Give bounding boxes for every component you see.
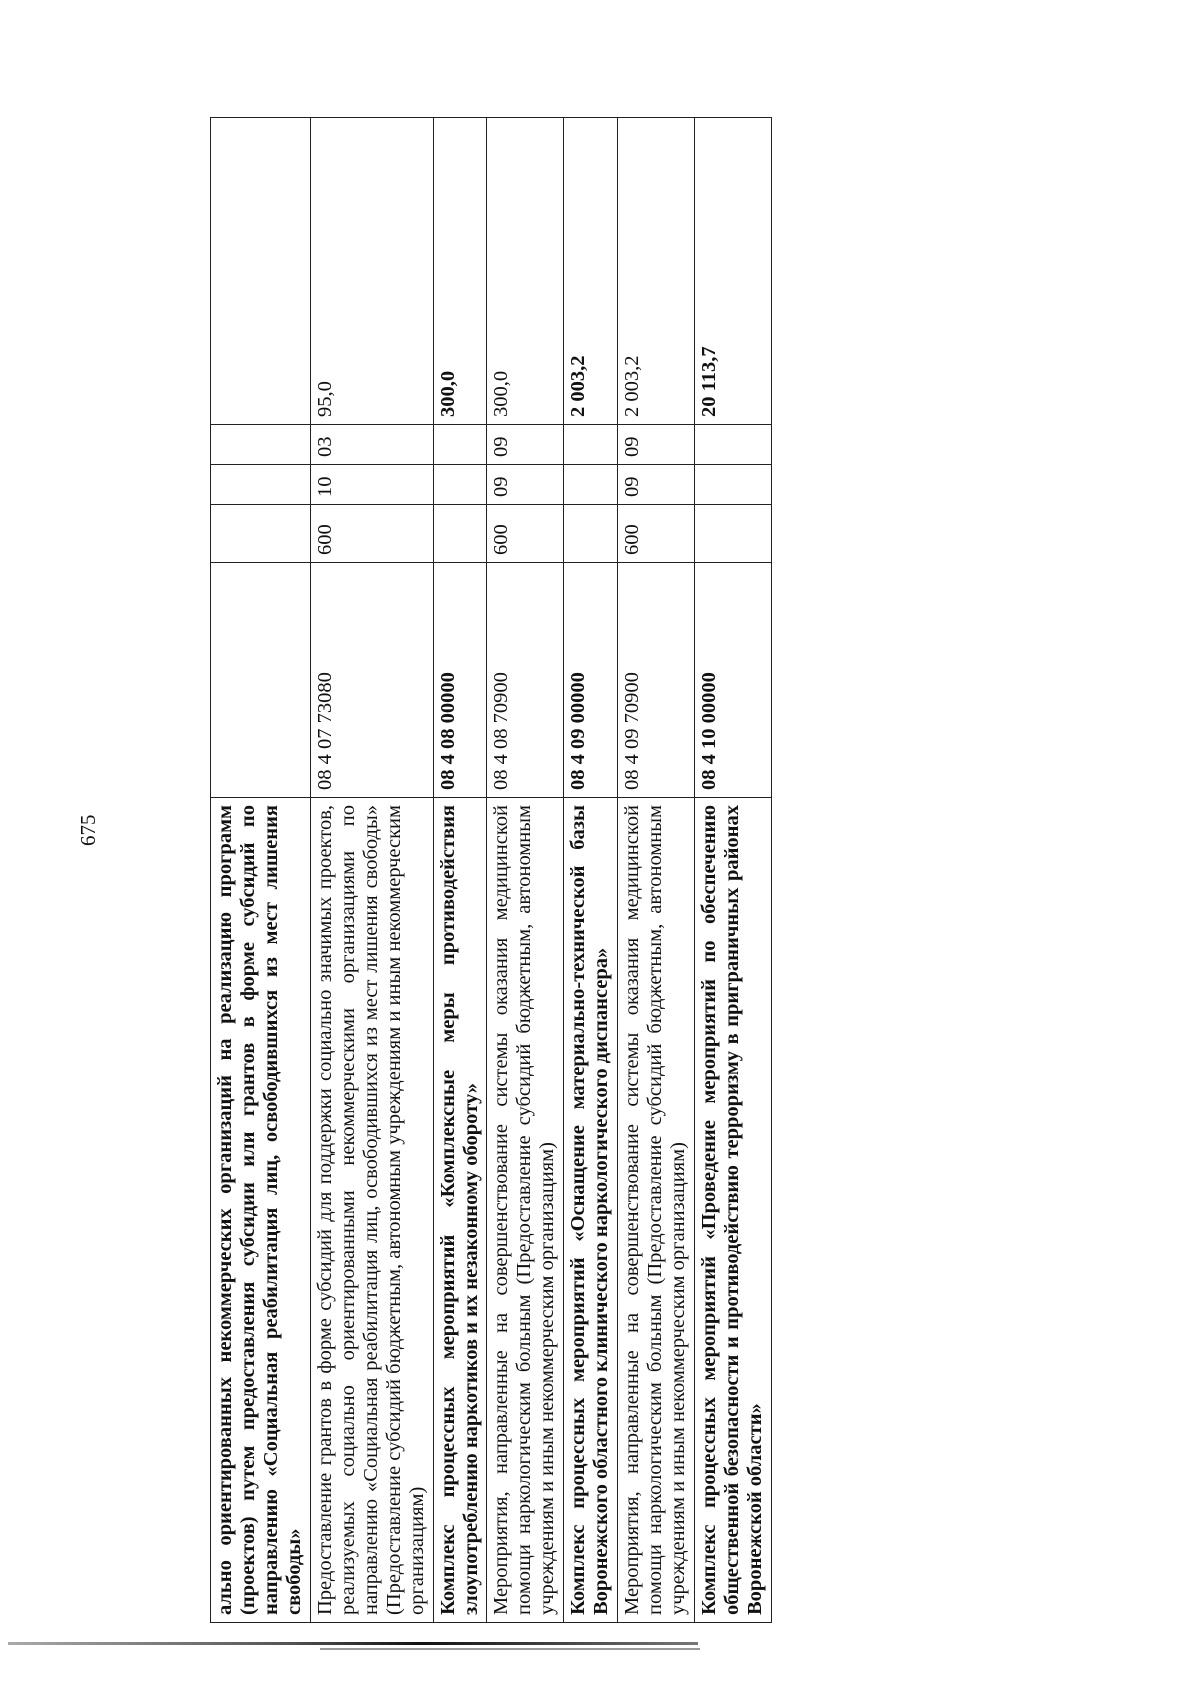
- row-amount: 20 113,7: [695, 118, 772, 425]
- row-section: [695, 465, 772, 505]
- row-group: 600: [310, 505, 433, 563]
- row-name: Предоставление грантов в форме субсидий для поддержки социально значимых проектов, реализуемых социально ориентированными некоммерческими организациями по направлению «Социальная реабилитация лиц, освободившихся из мест лишения свободы» (Предоставление субсидий бюджетным, автономным учреждениям и иным некоммерческим организациям): [310, 798, 433, 1623]
- row-amount: 300,0: [487, 118, 564, 425]
- table-row: [487, 118, 564, 1623]
- footer-scan-edge: [8, 1642, 698, 1645]
- row-subsection: [695, 425, 772, 465]
- row-amount: 300,0: [433, 118, 487, 425]
- row-section: [564, 465, 618, 505]
- row-section: [211, 465, 311, 505]
- table-row: [211, 118, 311, 1623]
- row-amount: 2 003,2: [564, 118, 618, 425]
- row-name: Комплекс процессных мероприятий «Проведение мероприятий по обеспечению общественной безопасности и противодействию терроризму в приграничных районах Воронежской области»: [695, 798, 772, 1623]
- row-name: Мероприятия, направленные на совершенствование системы оказания медицинской помощи наркологическим больным (Предоставление субсидий бюджетным, автономным учреждениям и иным некоммерческим организациям): [487, 798, 564, 1623]
- row-code: 08 4 09 70900: [618, 563, 695, 798]
- row-group: [211, 505, 311, 563]
- table-row: [564, 118, 618, 1623]
- row-code: 08 4 08 70900: [487, 563, 564, 798]
- row-group: [695, 505, 772, 563]
- row-subsection: 09: [487, 425, 564, 465]
- row-subsection: [564, 425, 618, 465]
- row-group: 600: [487, 505, 564, 563]
- row-subsection: 09: [618, 425, 695, 465]
- row-code: 08 4 07 73080: [310, 563, 433, 798]
- footer-scan-edge-secondary: [320, 1648, 700, 1650]
- row-section: 09: [487, 465, 564, 505]
- row-amount: 95,0: [310, 118, 433, 425]
- table-row: [310, 118, 433, 1623]
- row-amount: 2 003,2: [618, 118, 695, 425]
- table-row: [433, 118, 487, 1623]
- row-name: Комплекс процессных мероприятий «Оснащение материально-технической базы Воронежского областного клинического наркологического диспансера»: [564, 798, 618, 1623]
- row-group: [433, 505, 487, 563]
- row-group: [564, 505, 618, 563]
- row-name: Мероприятия, направленные на совершенствование системы оказания медицинской помощи наркологическим больным (Предоставление субсидий бюджетным, автономным учреждениям и иным некоммерческим организациям): [618, 798, 695, 1623]
- row-subsection: [433, 425, 487, 465]
- table-row: [618, 118, 695, 1623]
- row-subsection: 03: [310, 425, 433, 465]
- row-name: Комплекс процессных мероприятий «Комплексные меры противодействия злоупотреблению наркотиков и их незаконному обороту»: [433, 798, 487, 1623]
- row-code: 08 4 09 00000: [564, 563, 618, 798]
- page-number: 675: [76, 814, 100, 846]
- row-code: 08 4 08 00000: [433, 563, 487, 798]
- row-section: 10: [310, 465, 433, 505]
- rotated-table-container: [210, 118, 1030, 1623]
- table-row: [695, 118, 772, 1623]
- row-name: ально ориентированных некоммерческих организаций на реализацию программ (проектов) путем предоставления субсидии или грантов в форме субсидий по направлению «Социальная реабилитация лиц, освободившихся из мест лишения свободы»: [211, 798, 311, 1623]
- row-code: [211, 563, 311, 798]
- row-section: 09: [618, 465, 695, 505]
- row-section: [433, 465, 487, 505]
- row-group: 600: [618, 505, 695, 563]
- row-code: 08 4 10 00000: [695, 563, 772, 798]
- row-amount: [211, 118, 311, 425]
- row-subsection: [211, 425, 311, 465]
- budget-table: [210, 117, 772, 1623]
- budget-table-body: [211, 118, 772, 1623]
